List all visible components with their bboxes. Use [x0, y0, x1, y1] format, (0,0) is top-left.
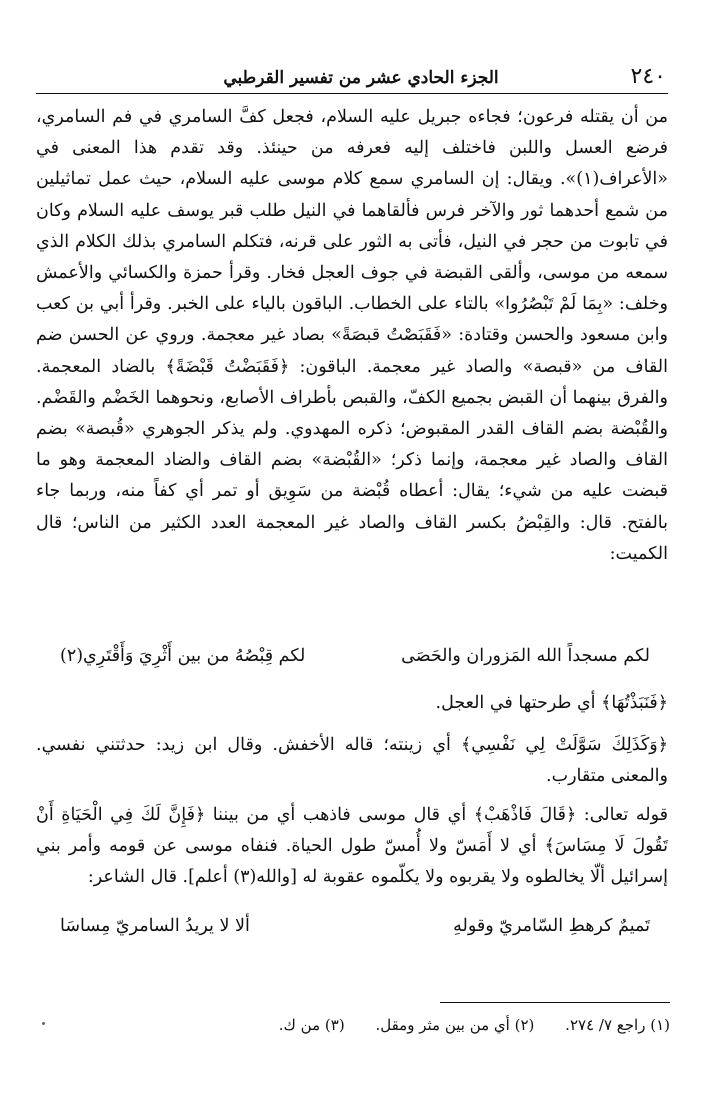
footnote: (٢) أي من بين مثر ومقل. [375, 1016, 535, 1034]
text-block [36, 730, 668, 792]
page-header [36, 60, 668, 94]
paragraph: قوله تعالى: ﴿قَالَ فَاذْهَبْ﴾ أي قال موسى فاذهب أي من بيننا ﴿فَإِنَّ لَكَ فِي الْحَيَاةِ أَنْ تَقُولَ لَا مِسَاسَ﴾ أي لا أَمَسّ ولا أُمسّ طول الحياة. فنفاه موسى عن قومه وأمر بني إسرائيل ألّا يخالطوه ولا يقربوه ولا يكلّموه عقوبة له [والله(٣) أعلم]. قال الشاعر: [36, 805, 668, 888]
footnote: (٣) من ك. [278, 1016, 345, 1034]
paragraph: ﴿فَنَبَذْتُهَا﴾ أي طرحتها في العجل. [435, 693, 668, 713]
paragraph: ﴿وَكَذَلِكَ سَوَّلَتْ لِي نَفْسِي﴾ أي زينته؛ قاله الأخفش. وقال ابن زيد: حدثتني نفسي. والمعنى متقارب. [36, 735, 668, 787]
poetry-verse [60, 640, 650, 676]
verse-second-hemistich: لكم قِبْصُهُ من بين أَثْرِيَ وَأَقْتَرِي(٢) [60, 646, 306, 666]
footnote-divider [440, 1002, 670, 1003]
main-text [36, 102, 668, 570]
poetry-verse [60, 910, 650, 946]
verse-second-hemistich: ألا لا يريدُ السامريّ مِساسَا [60, 916, 250, 936]
running-title: الجزء الحادي عشر من تفسير القرطبي [223, 68, 499, 88]
text-block [36, 800, 668, 894]
footnotes [150, 1016, 670, 1034]
footnote: (١) راجع ٧/ ٢٧٤. [565, 1016, 670, 1034]
verse-first-hemistich: تَميمٌ كرهطِ السّامريّ وقولهِ [453, 916, 650, 936]
text-block [36, 688, 668, 719]
scan-speck [42, 1022, 45, 1025]
page-number: ٢٤٠ [630, 64, 666, 89]
verse-first-hemistich: لكم مسجداً الله المَزوران والحَصَى [401, 646, 650, 666]
paragraph: من أن يقتله فرعون؛ فجاءه جبريل عليه السلام، فجعل كفَّ السامري في فم السامري، فرضع العسل واللبن فاختلف إليه فعرفه من حينئذ. وقد تقدم هذا المعنى في «الأعراف(١)». ويقال: إن السامري سمع كلام موسى عليه السلام، حيث عمل تماثيلين من شمع أحدهما ثور والآخر فرس فألقاهما في النيل طلب قبر يوسف عليه السلام وكان في تابوت من حجر في النيل، فأتى به الثور على قرنه، فتكلم السامري بذلك الكلام الذي سمعه من موسى، وألقى القبضة في جوف العجل فخار. وقرأ حمزة والكسائي والأعمش وخلف: «بِمَا لَمْ تَبْصُرُوا» بالتاء على الخطاب. الباقون بالياء على الخبر. وقرأ أبي بن كعب وابن مسعود والحسن وقتادة: «فَقَبَصْتُ قبصَةً» بصاد غير معجمة. وروي عن الحسن ضم القاف من «قبصة» والصاد غير معجمة. الباقون: ﴿فَقَبَضْتُ قَبْضَةً﴾ بالضاد المعجمة. والفرق بينهما أن القبض بجميع الكفّ، والقبص بأطراف الأصابع، ونحوهما الخَضْم والقَضْم. والقُبْضة بضم القاف القدر المقبوض؛ ذكره المهدوي. ولم يذكر الجوهري «قُبصة» بضم القاف والصاد غير معجمة، وإنما ذكر؛ «القُبْضة» بضم القاف والضاد المعجمة وهو ما قبضت عليه من شيء؛ يقال: أعطاه قُبْضة من سَوِيق أو تمر أي كفاً منه، وربما جاء بالفتح. قال: والقِبْضُ بكسر القاف والصاد غير المعجمة العدد الكثير من الناس؛ قال الكميت: [36, 107, 668, 564]
